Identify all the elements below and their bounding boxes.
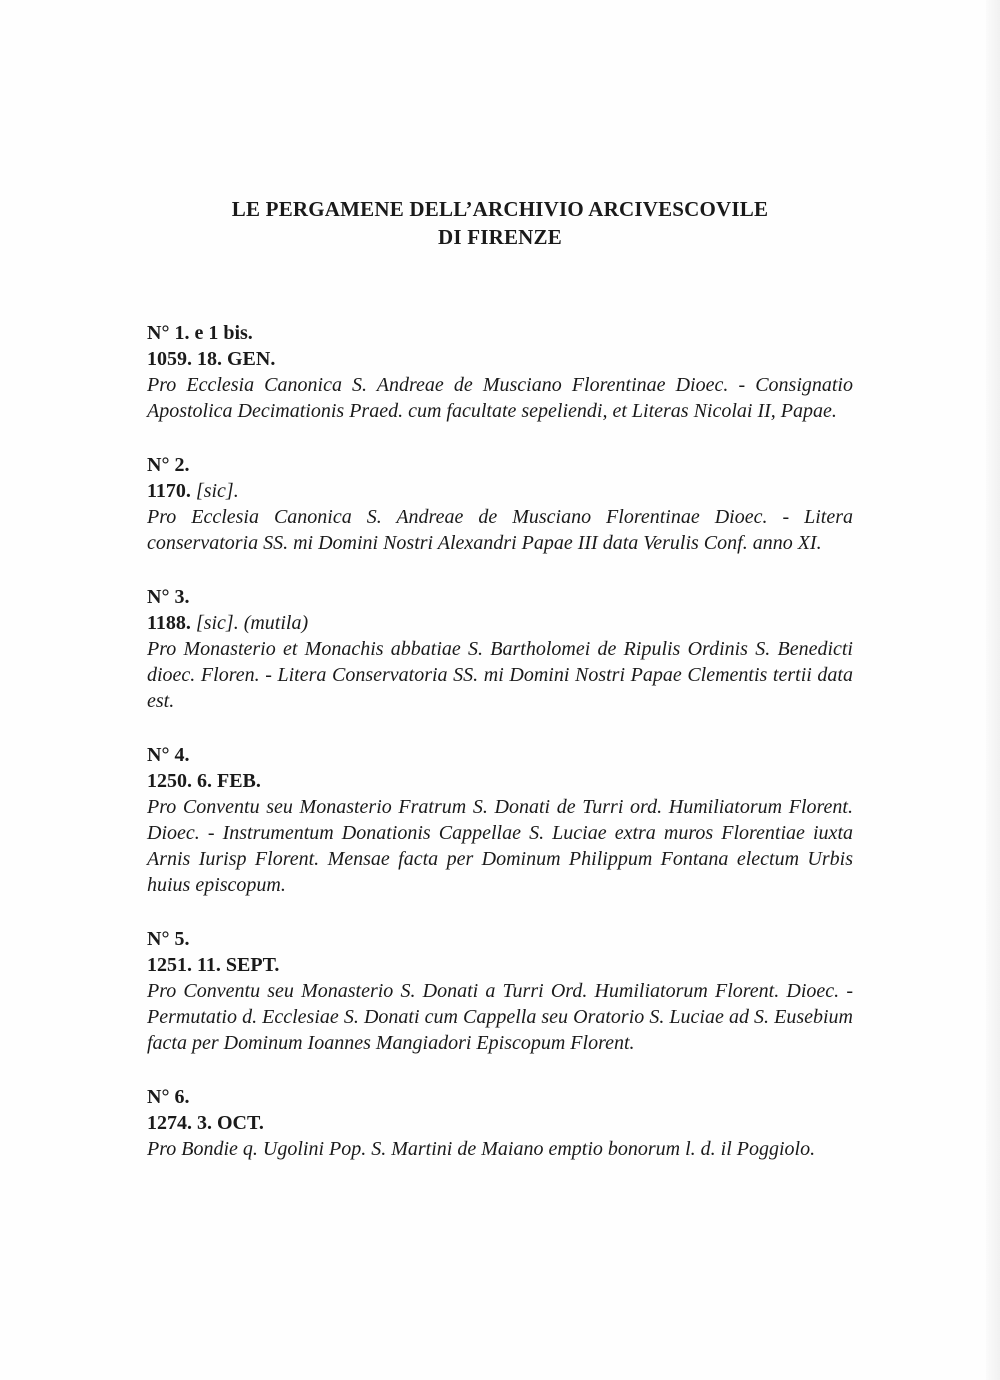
entry-text: Pro Monasterio et Monachis abbatiae S. Bartholomei de Ripulis Ordinis S. Benedicti dioec. Floren. - Litera Conservatoria SS. mi Domini Nostri Papae Clementis tertii data est. [147, 638, 853, 712]
entry-date-value: 1188. [147, 612, 191, 634]
entry-date [147, 478, 853, 504]
entry-2 [147, 452, 853, 556]
entry-3 [147, 584, 853, 714]
entry-text: Pro Conventu seu Monasterio Fratrum S. Donati de Turri ord. Humiliatorum Florent. Dioec. - Instrumentum Donationis Cappellae S. Luciae extra muros Florentiae iuxta Arnis Iurisp Florent. Mensae facta per Dominum Philippum Fontana electum Urbis huius episcopum. [147, 796, 853, 896]
entry-5 [147, 926, 853, 1056]
entry-number: N° 3. [147, 586, 190, 608]
entry-number: N° 4. [147, 744, 190, 766]
title-line-2: DI FIRENZE [438, 225, 562, 249]
entry-number: N° 2. [147, 454, 190, 476]
entry-date-value: 1059. 18. GEN. [147, 348, 276, 370]
title-line-1: LE PERGAMENE DELL’ARCHIVIO ARCIVESCOVILE [231, 197, 769, 221]
entry-text: Pro Bondie q. Ugolini Pop. S. Martini de Maiano emptio bonorum l. d. il Poggiolo. [147, 1138, 816, 1160]
entry-date [147, 952, 853, 978]
document-title [0, 195, 1000, 251]
entry-date-note: [sic]. [195, 480, 239, 502]
entry-text: Pro Ecclesia Canonica S. Andreae de Musciano Florentinae Dioec. - Litera conservatoria SS. mi Domini Nostri Alexandri Papae III data Verulis Conf. anno XI. [147, 506, 853, 554]
entry-number: N° 6. [147, 1086, 190, 1108]
entry-date [147, 610, 853, 636]
entry-date-value: 1250. 6. FEB. [147, 770, 261, 792]
entry-date [147, 346, 853, 372]
entry-text: Pro Ecclesia Canonica S. Andreae de Musciano Florentinae Dioec. - Consignatio Apostolica Decimationis Praed. cum facultate sepeliendi, et Literas Nicolai II, Papae. [147, 374, 853, 422]
entry-date-value: 1251. 11. SEPT. [147, 954, 280, 976]
entry-date [147, 768, 853, 794]
entry-6 [147, 1084, 853, 1162]
entry-date-value: 1170. [147, 480, 191, 502]
entry-number: N° 1. e 1 bis. [147, 322, 253, 344]
entry-date-value: 1274. 3. OCT. [147, 1112, 264, 1134]
entry-date [147, 1110, 853, 1136]
entry-1 [147, 320, 853, 424]
entry-date-note: [sic]. (mutila) [195, 612, 309, 634]
entry-text: Pro Conventu seu Monasterio S. Donati a Turri Ord. Humiliatorum Florent. Dioec. - Permutatio d. Ecclesiae S. Donati cum Cappella seu Oratorio S. Luciae ad S. Eusebium facta per Dominum Ioannes Mangiadori Episcopum Florent. [147, 980, 853, 1054]
entry-number: N° 5. [147, 928, 190, 950]
entry-4 [147, 742, 853, 898]
entries-list [147, 320, 853, 1190]
